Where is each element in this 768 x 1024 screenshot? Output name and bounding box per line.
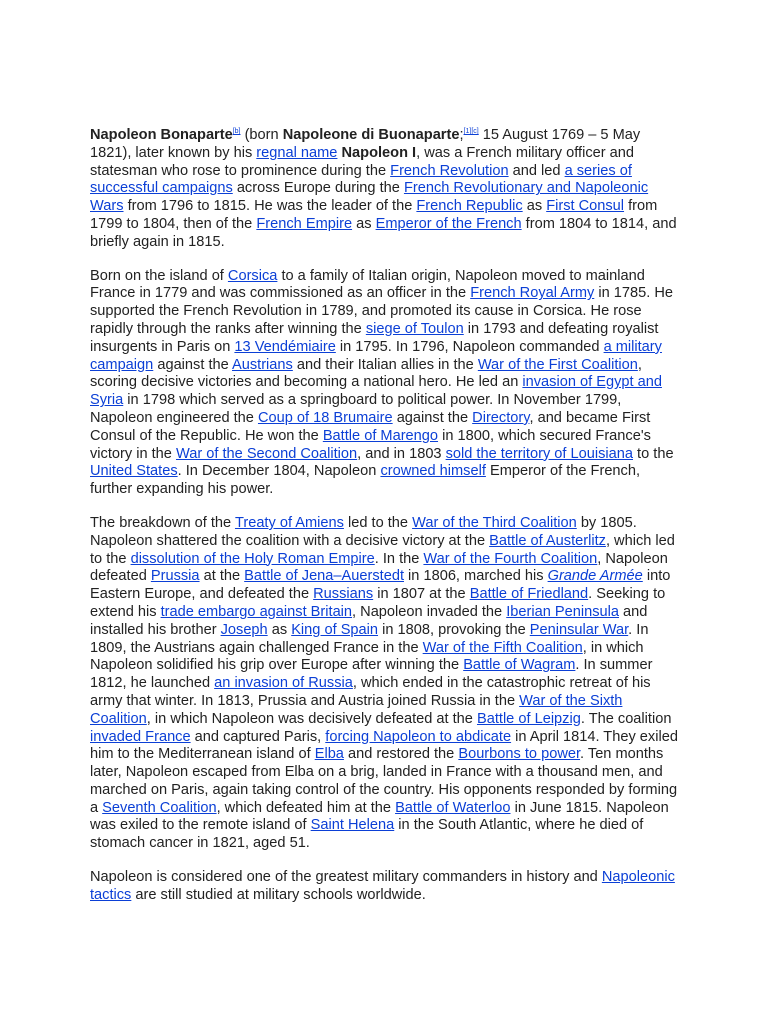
text-run: and installed his brother	[90, 603, 648, 638]
link-13-vendemiaire[interactable]: 13 Vendémiaire	[234, 338, 336, 355]
link-military-campaign[interactable]: a military campaign	[90, 338, 662, 373]
link-battle-of-austerlitz[interactable]: Battle of Austerlitz	[489, 532, 606, 549]
link-french-republic[interactable]: French Republic	[416, 198, 523, 215]
link-louisiana-purchase[interactable]: sold the territory of Louisiana	[445, 445, 633, 462]
link-battle-of-marengo[interactable]: Battle of Marengo	[322, 427, 439, 444]
text-run: in 1793 and defeating royalist insurgents in Paris on	[90, 320, 659, 355]
text-run: against the	[392, 409, 473, 426]
text-run: , which led to the	[90, 532, 675, 567]
text-run: in 1808, provoking the	[378, 621, 530, 638]
text-run: , and became First Consul of the Republic. He won the	[90, 409, 651, 444]
text-run: . In 1809, the Austrians again challenged France in the	[90, 621, 649, 656]
footnote-superscript	[464, 128, 479, 135]
link-saint-helena[interactable]: Saint Helena	[310, 817, 395, 834]
link-war-fourth-coalition[interactable]: War of the Fourth Coalition	[423, 550, 598, 567]
link-battle-of-wagram[interactable]: Battle of Wagram	[463, 657, 576, 674]
text-run: , and in 1803	[357, 445, 446, 462]
text-run: in 1785. He supported the French Revolution in 1789, and promoted its cause in Corsica. He rose rapidly through the ranks after winning the	[90, 285, 673, 337]
link-corsica[interactable]: Corsica	[227, 267, 278, 284]
link-invasion-of-russia[interactable]: an invasion of Russia	[214, 675, 353, 692]
link-russians[interactable]: Russians	[313, 586, 374, 603]
text-run: into Eastern Europe, and defeated the	[90, 568, 671, 603]
text-run: in 1806, marched his	[404, 568, 548, 585]
link-invasion-egypt-syria[interactable]: invasion of Egypt and Syria	[90, 374, 662, 409]
text-run: . Ten months later, Napoleon escaped from Elba on a brig, landed in France with a thousand men, and marched on Paris, again taking control of the country. His opponents responded by forming a	[90, 746, 678, 816]
text-run: , Napoleon defeated	[90, 550, 668, 585]
link-treaty-of-amiens[interactable]: Treaty of Amiens	[234, 514, 344, 531]
link-battle-jena-auerstedt[interactable]: Battle of Jena–Auerstedt	[244, 568, 404, 585]
text-run: Born on the island of	[90, 267, 228, 284]
link-joseph[interactable]: Joseph	[220, 621, 268, 638]
link-dissolution-hre[interactable]: dissolution of the Holy Roman Empire	[130, 550, 375, 567]
text-run: , which ended in the catastrophic retreat of his army that winter. In 1813, Prussia and Austria joined Russia in the	[90, 675, 651, 709]
link-battle-of-leipzig[interactable]: Battle of Leipzig	[476, 710, 581, 727]
link-napoleonic-tactics[interactable]: Napoleonic tactics	[90, 869, 675, 903]
text-run: from 1804 to 1814, and briefly again in 1815.	[90, 215, 677, 250]
text-run: . The coalition	[580, 710, 672, 727]
link-battle-of-waterloo[interactable]: Battle of Waterloo	[395, 799, 511, 816]
footnote-ref[interactable]: [1][c]	[463, 128, 479, 135]
text-run: (born	[240, 127, 283, 143]
footnote-ref[interactable]: [b]	[232, 128, 241, 135]
text-run: as	[267, 621, 292, 638]
link-series-of-campaigns[interactable]: a series of successful campaigns	[90, 162, 632, 197]
text-run: at the	[199, 568, 245, 585]
text-run: . In the	[374, 550, 424, 567]
text-run: , scoring decisive victories and becoming a national hero. He led an	[90, 356, 642, 391]
bold-name: Napoleon I	[341, 144, 417, 161]
text-run: , was a French military officer and statesman who rose to prominence during the	[90, 144, 635, 179]
link-iberian-peninsula[interactable]: Iberian Peninsula	[506, 603, 619, 620]
paragraph-4	[90, 869, 680, 905]
text-run: from 1799 to 1804, then of the	[90, 198, 658, 232]
link-prussia[interactable]: Prussia	[150, 568, 200, 585]
link-first-consul[interactable]: First Consul	[546, 198, 625, 215]
text-run: in April 1814. They exiled him to the Mediterranean island of	[90, 728, 678, 763]
text-run: across Europe during the	[232, 180, 404, 197]
text-run: , in which Napoleon solidified his grip over Europe after winning the	[90, 639, 644, 674]
text-run: in 1795. In 1796, Napoleon commanded	[335, 338, 604, 355]
paragraph-2	[90, 268, 680, 499]
text-run: The breakdown of the	[90, 514, 235, 531]
text-run: Napoleon is considered one of the greatest military commanders in history and	[90, 869, 602, 886]
link-battle-of-friedland[interactable]: Battle of Friedland	[469, 586, 589, 603]
text-run: . In December 1804, Napoleon	[177, 463, 381, 480]
text-run: Emperor of the French, further expanding his power.	[90, 463, 641, 498]
text-run: led to the	[343, 514, 413, 531]
text-run: by 1805. Napoleon shattered the coalition with a decisive victory at the	[90, 514, 637, 549]
text-run: as	[522, 198, 547, 215]
text-run: in June 1815. Napoleon was exiled to the remote island of	[90, 799, 669, 834]
link-war-first-coalition[interactable]: War of the First Coalition	[477, 356, 638, 373]
link-war-third-coalition[interactable]: War of the Third Coalition	[412, 514, 577, 531]
link-regnal-name[interactable]: regnal name	[256, 144, 338, 161]
paragraph-1	[90, 127, 680, 252]
link-invaded-france[interactable]: invaded France	[90, 728, 191, 745]
link-austrians[interactable]: Austrians	[232, 356, 293, 373]
text-run: , which defeated him at the	[216, 799, 396, 816]
bold-name: Napoleone di Buonaparte	[282, 127, 460, 143]
text-run: in 1807 at the	[373, 586, 470, 603]
link-directory[interactable]: Directory	[472, 409, 530, 426]
text-run: against the	[153, 356, 232, 373]
article-body	[90, 127, 680, 921]
link-grande-armee[interactable]: Grande Armée	[547, 568, 643, 585]
link-war-fifth-coalition[interactable]: War of the Fifth Coalition	[422, 639, 583, 656]
paragraph-3	[90, 515, 680, 853]
link-seventh-coalition[interactable]: Seventh Coalition	[102, 799, 217, 816]
link-french-revolution[interactable]: French Revolution	[390, 162, 509, 179]
link-abdication[interactable]: forcing Napoleon to abdicate	[325, 728, 512, 745]
text-run: to the	[633, 445, 674, 462]
link-coup-18-brumaire[interactable]: Coup of 18 Brumaire	[257, 409, 393, 426]
link-united-states[interactable]: United States	[90, 463, 178, 480]
text-run: and restored the	[343, 746, 459, 763]
link-trade-embargo[interactable]: trade embargo against Britain	[160, 603, 353, 620]
text-run: in 1800, which secured France's victory in the	[90, 427, 651, 462]
bold-name: Napoleon Bonaparte	[90, 127, 233, 143]
text-run: and captured Paris,	[190, 728, 326, 745]
footnote-superscript	[233, 128, 241, 135]
link-peninsular-war[interactable]: Peninsular War	[529, 621, 629, 638]
text-run: in 1798 which served as a springboard to political power. In November 1799, Napoleon engineered the	[90, 392, 622, 426]
text-run: as	[352, 215, 376, 232]
text-run: and led	[508, 162, 565, 179]
link-elba[interactable]: Elba	[314, 746, 344, 763]
link-french-empire[interactable]: French Empire	[256, 215, 353, 232]
link-coronation[interactable]: crowned himself	[380, 463, 486, 480]
link-bourbon-restoration[interactable]: Bourbons to power	[458, 746, 581, 763]
text-run: to a family of Italian origin, Napoleon moved to mainland France in 1779 and was commissioned as an officer in the	[90, 267, 645, 302]
text-run: 15 August 1769 – 5 May 1821), later known by his	[90, 127, 641, 161]
text-run: . In summer 1812, he launched	[90, 657, 653, 692]
text-run: and their Italian allies in the	[292, 356, 478, 373]
link-emperor-of-the-french[interactable]: Emperor of the French	[375, 215, 522, 232]
text-run: , Napoleon invaded the	[352, 603, 507, 620]
link-siege-of-toulon[interactable]: siege of Toulon	[365, 320, 464, 337]
link-revolutionary-napoleonic-wars[interactable]: French Revolutionary and Napoleonic Wars	[90, 180, 649, 215]
text-run: are still studied at military schools worldwide.	[131, 886, 426, 903]
text-run: . Seeking to extend his	[90, 586, 666, 620]
text-run: , in which Napoleon was decisively defeated at the	[146, 710, 477, 727]
link-war-sixth-coalition[interactable]: War of the Sixth Coalition	[90, 692, 623, 727]
link-french-royal-army[interactable]: French Royal Army	[470, 285, 595, 302]
link-king-of-spain[interactable]: King of Spain	[291, 621, 379, 638]
text-run: ;	[459, 127, 464, 143]
text-run: from 1796 to 1815. He was the leader of the	[123, 198, 417, 215]
link-war-second-coalition[interactable]: War of the Second Coalition	[175, 445, 358, 462]
text-run: in the South Atlantic, where he died of stomach cancer in 1821, aged 51.	[90, 817, 644, 852]
